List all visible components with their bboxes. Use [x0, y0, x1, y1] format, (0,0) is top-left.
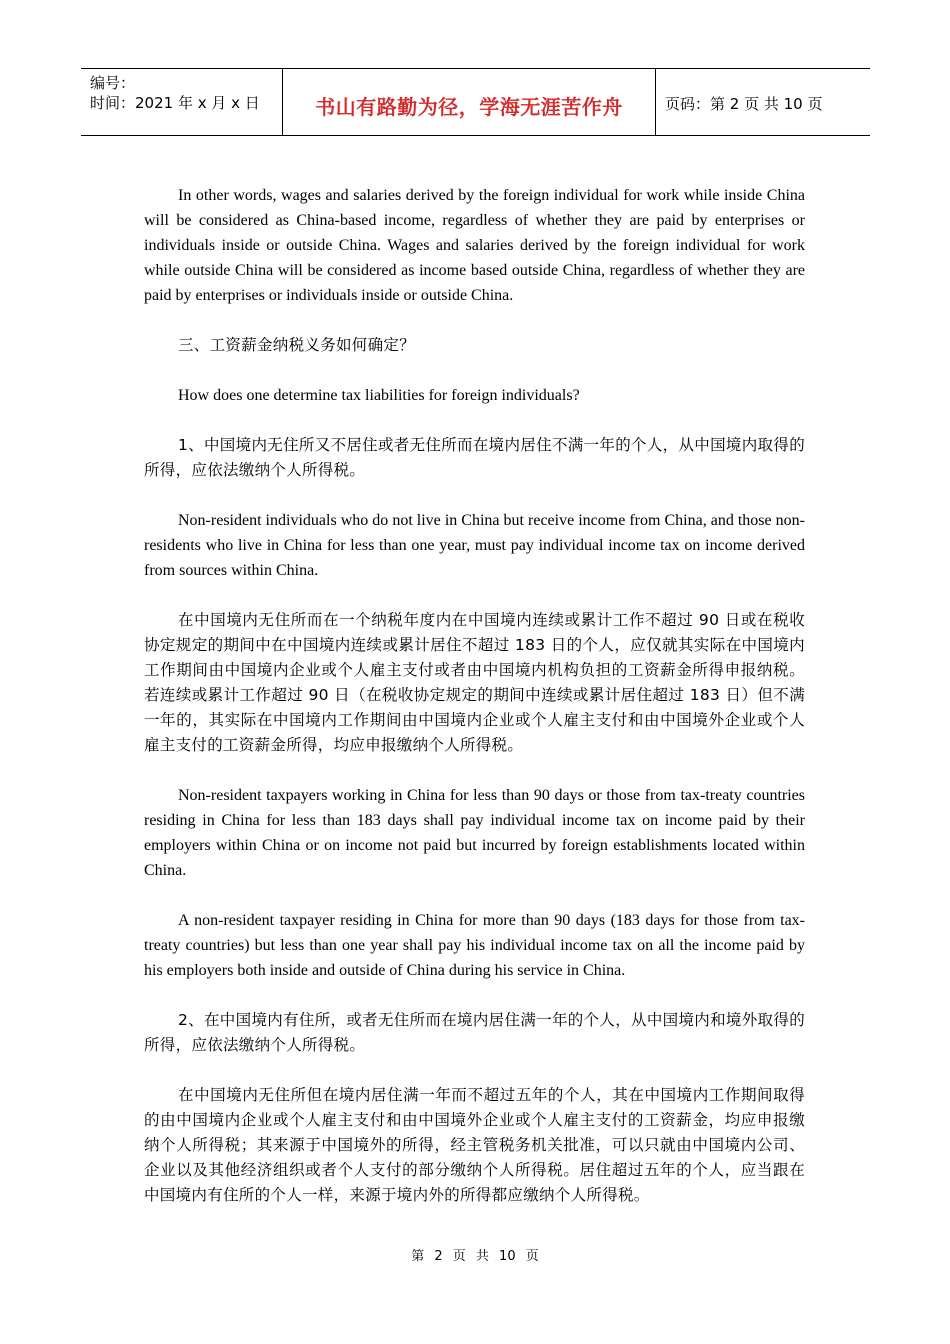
paragraph-90-days-en: Non-resident taxpayers working in China for less than 90 days or those from tax-treaty countries residing in China for less than 183 days shall pay individual income tax on income paid by their employers within China or on income not paid but incurred by foreign establishments located within China.	[144, 787, 805, 879]
paragraph-nonresident-zh: 1、中国境内无住所又不居住或者无住所而在境内居住不满一年的个人，从中国境内取得的所得，应依法缴纳个人所得税。	[144, 436, 805, 479]
header-page-label: 页码：第 2 页 共 10 页	[665, 94, 823, 113]
page-header	[81, 68, 870, 136]
document-time-label: 时间：2021 年 x 月 x 日	[90, 94, 260, 112]
paragraph-five-years-zh: 在中国境内无住所但在境内居住满一年而不超过五年的个人，其在中国境内工作期间取得的由中国境内企业或个人雇主支付和由中国境外企业或个人雇主支付的工资薪金，均应申报缴纳个人所得税；其来源于中国境外的所得，经主管税务机关批准，可以只就由中国境内公司、企业以及其他经济组织或者个人支付的部分缴纳个人所得税。居住超过五年的个人，应当跟在中国境内有住所的个人一样，来源于境内外的所得都应缴纳个人所得税。	[144, 1086, 805, 1204]
header-motto-cell	[283, 69, 656, 135]
paragraph-nonresident-en: Non-resident individuals who do not live in China but receive income from China, and those non-residents who live in China for less than one year, must pay individual income tax on income derived from sources within China.	[144, 512, 805, 579]
page-footer: 第 2 页 共 10 页	[411, 1249, 539, 1264]
paragraph-wages-definition: In other words, wages and salaries derived by the foreign individual for work while inside China will be considered as China-based income, regardless of whether they are paid by enterprises or individuals inside or outside China. Wages and salaries derived by the foreign individual for work while outside China will be considered as income based outside China, regardless of whether they are paid by enterprises or individuals inside or outside China.	[144, 187, 805, 304]
paragraph-resident-zh: 2、在中国境内有住所，或者无住所而在境内居住满一年的个人，从中国境内和境外取得的所得，应依法缴纳个人所得税。	[144, 1011, 805, 1054]
section-heading-zh: 三、工资薪金纳税义务如何确定？	[178, 336, 416, 354]
section-heading-en: How does one determine tax liabilities for foreign individuals?	[178, 387, 580, 404]
header-meta	[81, 69, 283, 135]
paragraph-over-90-days-en: A non-resident taxpayer residing in China for more than 90 days (183 days for those from tax-treaty countries) but less than one year shall pay his individual income tax on all the income paid by his employers both inside and outside of China during his service in China.	[144, 912, 805, 979]
header-page-cell	[656, 69, 870, 135]
document-number-label: 编号：	[90, 74, 136, 92]
header-motto: 书山有路勤为径，学海无涯苦作舟	[315, 94, 623, 119]
document-body	[144, 183, 805, 1233]
paragraph-90-days-zh: 在中国境内无住所而在一个纳税年度内在中国境内连续或累计工作不超过 90 日或在税收协定规定的期间中在中国境内连续或累计居住不超过 183 日的个人，应仅就其实际在中国境内工作期间由中国境内企业或个人雇主支付或者由中国境内机构负担的工资薪金所得申报纳税。若连续或累计工作超过 90 日（在税收协定规定的期间中连续或累计居住超过 183 日）但不满一年的，其实际在中国境内工作期间由中国境内企业或个人雇主支付和由中国境外企业或个人雇主支付的工资薪金所得，均应申报缴纳个人所得税。	[144, 611, 805, 754]
